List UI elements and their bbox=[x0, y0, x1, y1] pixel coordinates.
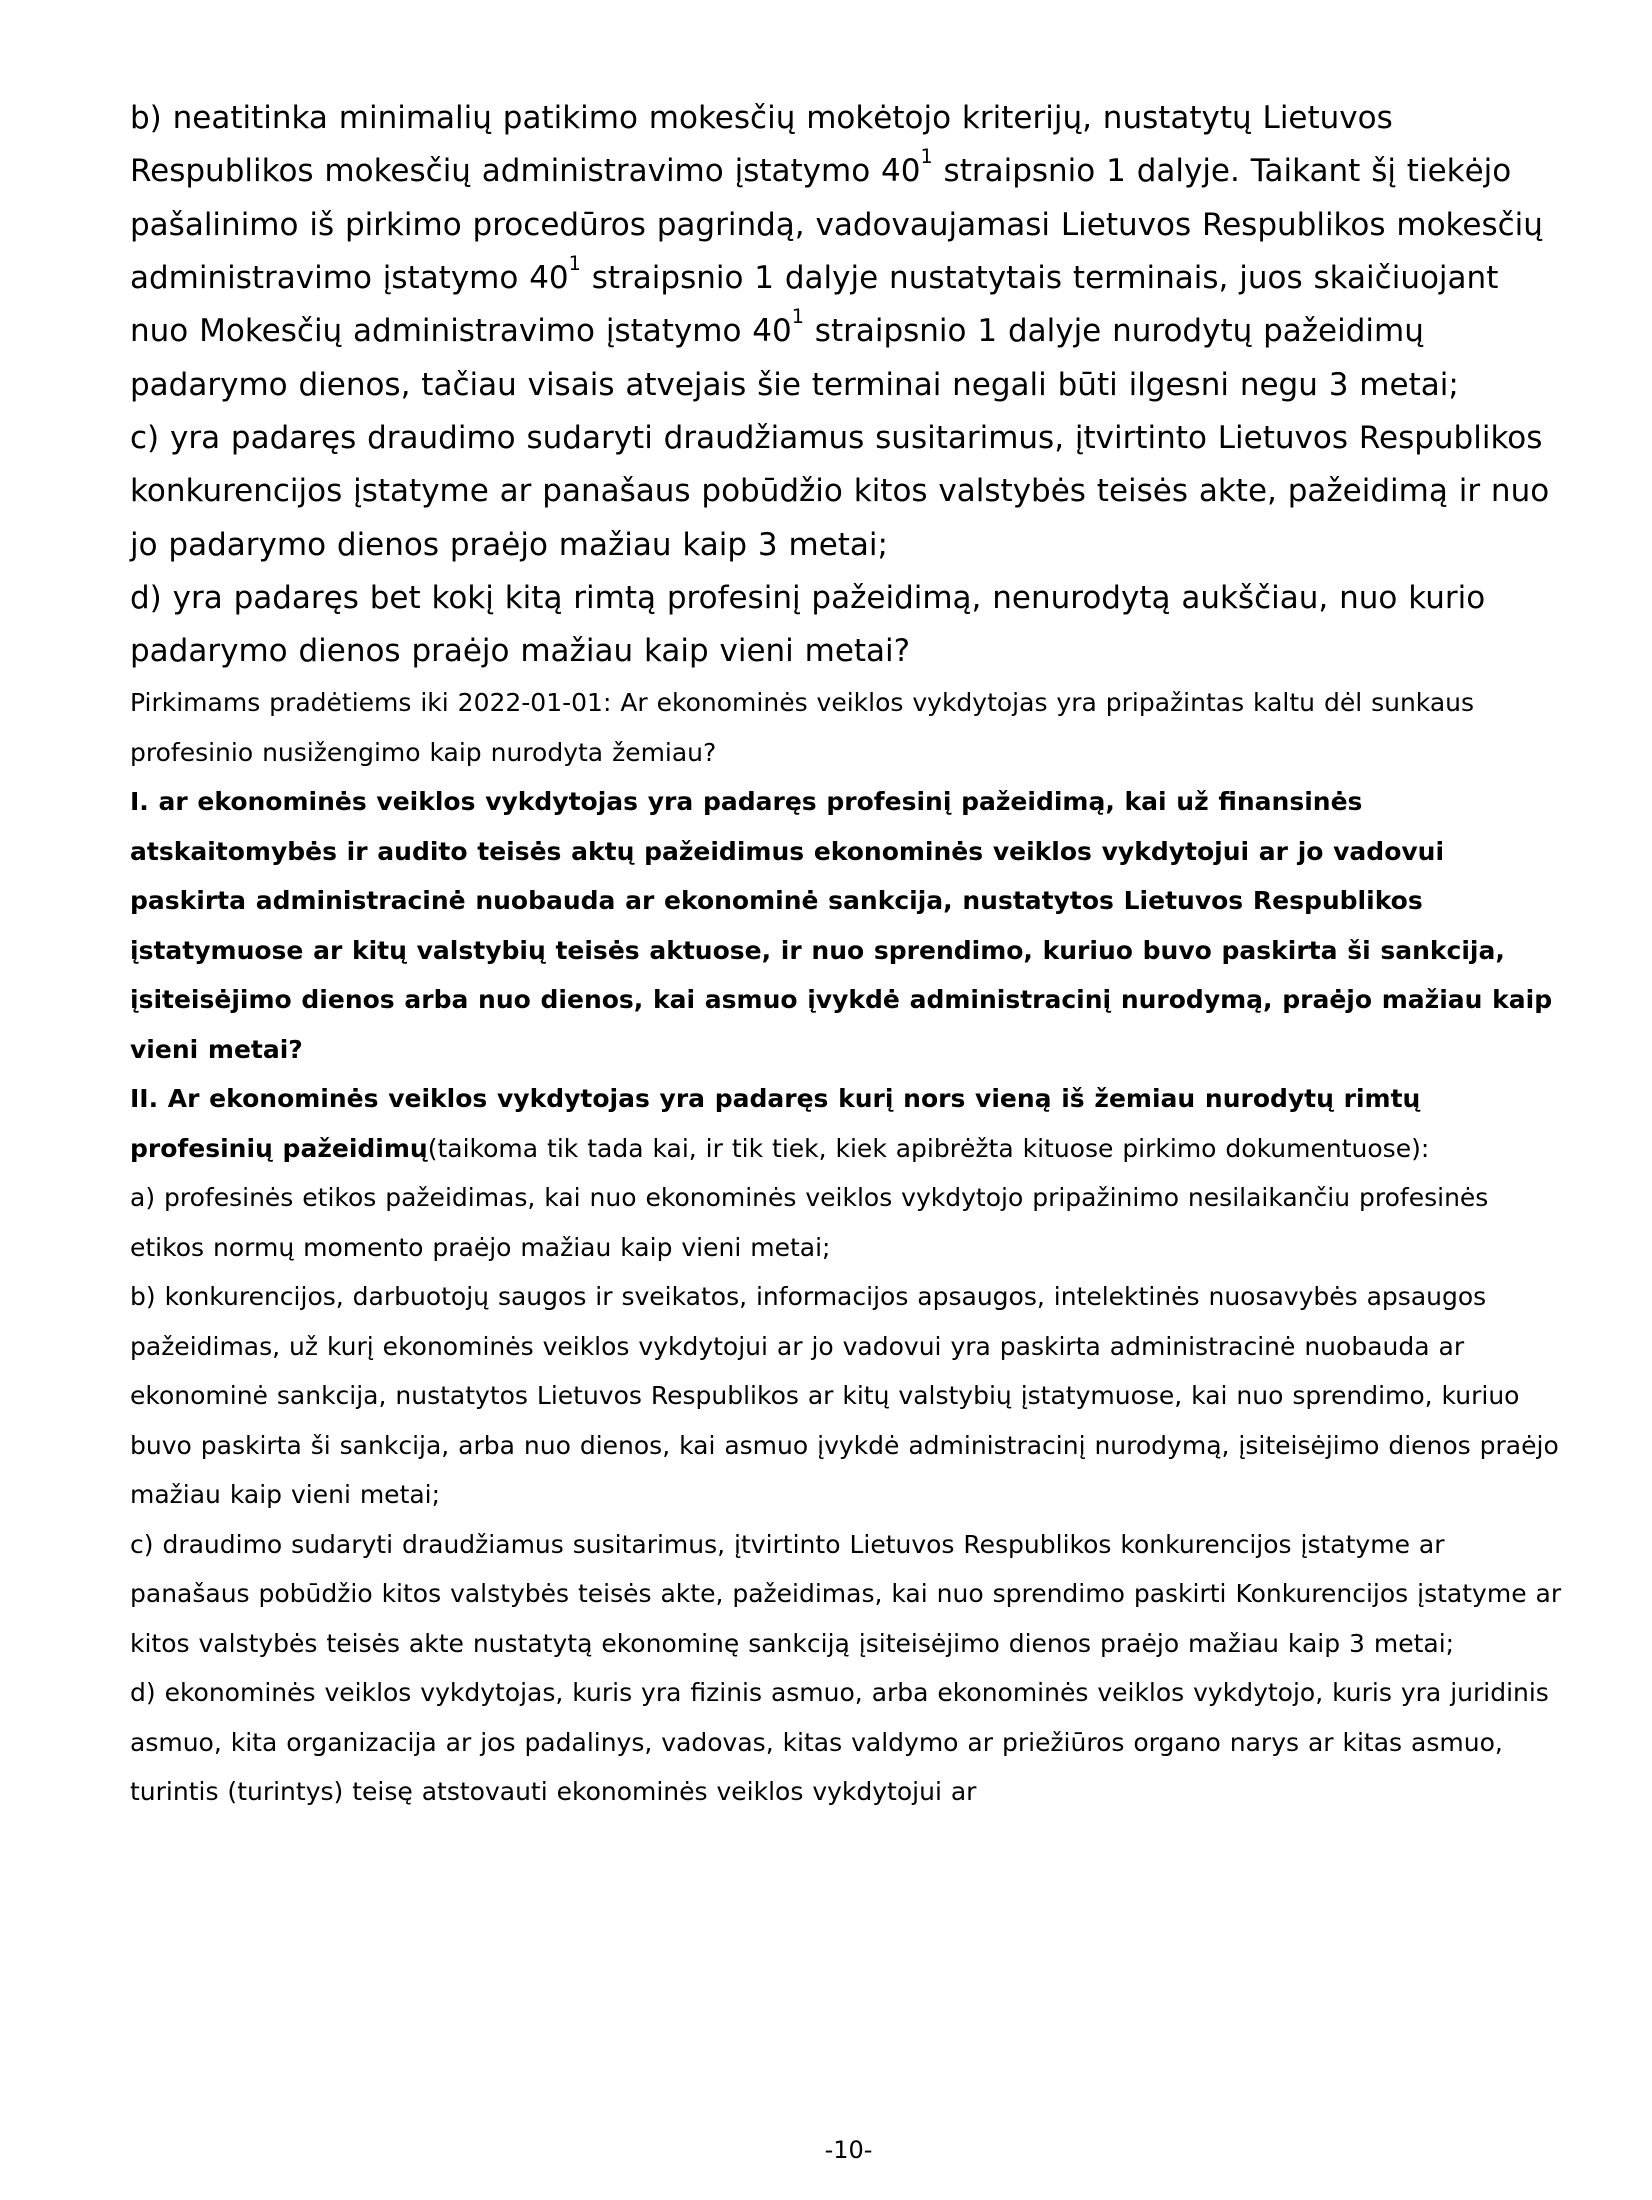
text-run: a) profesinės etikos pažeidimas, kai nuo ekonominės veiklos vykdytojo pripažinimo nesilaikančiu profesinės etikos normų momento praėjo mažiau kaip vieni metai; bbox=[130, 1183, 1489, 1262]
text-run: (taikoma tik tada kai, ir tik tiek, kiek apibrėžta kituose pirkimo dokumentuose): bbox=[427, 1133, 1430, 1163]
text-run: Pirkimams pradėtiems iki 2022-01-01: Ar ekonominės veiklos vykdytojas yra pripažintas kaltu dėl sunkaus profesinio nusižengimo kaip nurodyta žemiau? bbox=[130, 688, 1475, 767]
text-run: II. Ar ekonominės veiklos vykdytojas yra padaręs kurį nors vieną iš žemiau nurodytų rimtų profesinių pažeidimų bbox=[130, 1084, 1421, 1163]
text-run: c) draudimo sudaryti draudžiamus susitarimus, įtvirtinto Lietuvos Respublikos konkurencijos įstatyme ar panašaus pobūdžio kitos valstybės teisės akte, pažeidimas, kai nuo sprendimo paskirti Konkurencijos įstatyme ar kitos valstybės teisės akte nustatytą ekonominę sankciją įsiteisėjimo dienos praėjo mažiau kaip 3 metai; bbox=[130, 1529, 1562, 1658]
text-run: I. ar ekonominės veiklos vykdytojas yra padaręs profesinį pažeidimą, kai už finansinės atskaitomybės ir audito teisės aktų pažeidimus ekonominės veiklos vykdytojui ar jo vadovui paskirta administracinė nuobauda ar ekonominė sankcija, nustatytos Lietuvos Respublikos įstatymuose ar kitų valstybių teisės aktuose, ir nuo sprendimo, kuriuo buvo paskirta ši sankcija, įsiteisėjimo dienos arba nuo dienos, kai asmuo įvykdė administracinį nurodymą, praėjo mažiau kaip vieni metai? bbox=[130, 787, 1553, 1064]
text-run: straipsnio 1 dalyje nustatytais terminais, juos skaičiuojant nuo Mokesčių administravimo įstatymo 40 bbox=[130, 259, 1499, 350]
section-ii-heading bbox=[130, 1074, 1567, 1173]
text-run: straipsnio 1 dalyje. Taikant šį tiekėjo pašalinimo iš pirkimo procedūros pagrindą, vadovaujamasi Lietuvos Respublikos mokesčių administravimo įstatymo 40 bbox=[130, 153, 1543, 296]
document-body bbox=[130, 92, 1567, 1817]
page-footer bbox=[130, 2106, 1567, 2164]
text-run: b) neatitinka minimalių patikimo mokesčių mokėtojo kriterijų, nustatytų Lietuvos Respublikos mokesčių administravimo įstatymo 40 bbox=[130, 100, 1393, 190]
clause-d-large bbox=[130, 572, 1567, 679]
text-run: d) ekonominės veiklos vykdytojas, kuris yra fizinis asmuo, arba ekonominės veiklos vykdytojo, kuris yra juridinis asmuo, kita organizacija ar jos padalinys, vadovas, kitas valdymo ar priežiūros organo narys ar kitas asmuo, turintis (turintys) teisę atstovauti ekonominės veiklos vykdytojui ar bbox=[130, 1678, 1549, 1807]
text-run: b) konkurencijos, darbuotojų saugos ir sveikatos, informacijos apsaugos, intelektinės nuosavybės apsaugos pažeidimas, už kurį ekonominės veiklos vykdytojui ar jo vadovui yra paskirta administracinė nuobauda ar ekonominė sankcija, nustatytos Lietuvos Respublikos ar kitų valstybių įstatymuose, kai nuo sprendimo, kuriuo buvo paskirta ši sankcija, arba nuo dienos, kai asmuo įvykdė administracinį nurodymą, įsiteisėjimo dienos praėjo mažiau kaip vieni metai; bbox=[130, 1282, 1559, 1510]
clause-d-small bbox=[130, 1668, 1567, 1817]
superscript: 1 bbox=[791, 305, 804, 329]
superscript: 1 bbox=[568, 251, 581, 275]
clause-b-large bbox=[130, 92, 1567, 412]
text-run: d) yra padaręs bet kokį kitą rimtą profesinį pažeidimą, nenurodytą aukščiau, nuo kurio padarymo dienos praėjo mažiau kaip vieni metai? bbox=[130, 579, 1486, 670]
text-run: straipsnio 1 dalyje nurodytų pažeidimų padarymo dienos, tačiau visais atvejais šie terminai negali būti ilgesni negu 3 metai; bbox=[130, 313, 1459, 403]
superscript: 1 bbox=[920, 145, 933, 169]
text-run: c) yra padaręs draudimo sudaryti draudžiamus susitarimus, įtvirtinto Lietuvos Respublikos konkurencijos įstatyme ar panašaus pobūdžio kitos valstybės teisės akte, pažeidimą ir nuo jo padarymo dienos praėjo mažiau kaip 3 metai; bbox=[130, 419, 1550, 563]
page-number: -10- bbox=[824, 2136, 873, 2164]
section-i-bold bbox=[130, 777, 1567, 1074]
clause-c-large bbox=[130, 412, 1567, 572]
intro-pre-2022 bbox=[130, 678, 1567, 777]
clause-b-small bbox=[130, 1272, 1567, 1520]
clause-c-small bbox=[130, 1520, 1567, 1669]
clause-a-small bbox=[130, 1173, 1567, 1272]
